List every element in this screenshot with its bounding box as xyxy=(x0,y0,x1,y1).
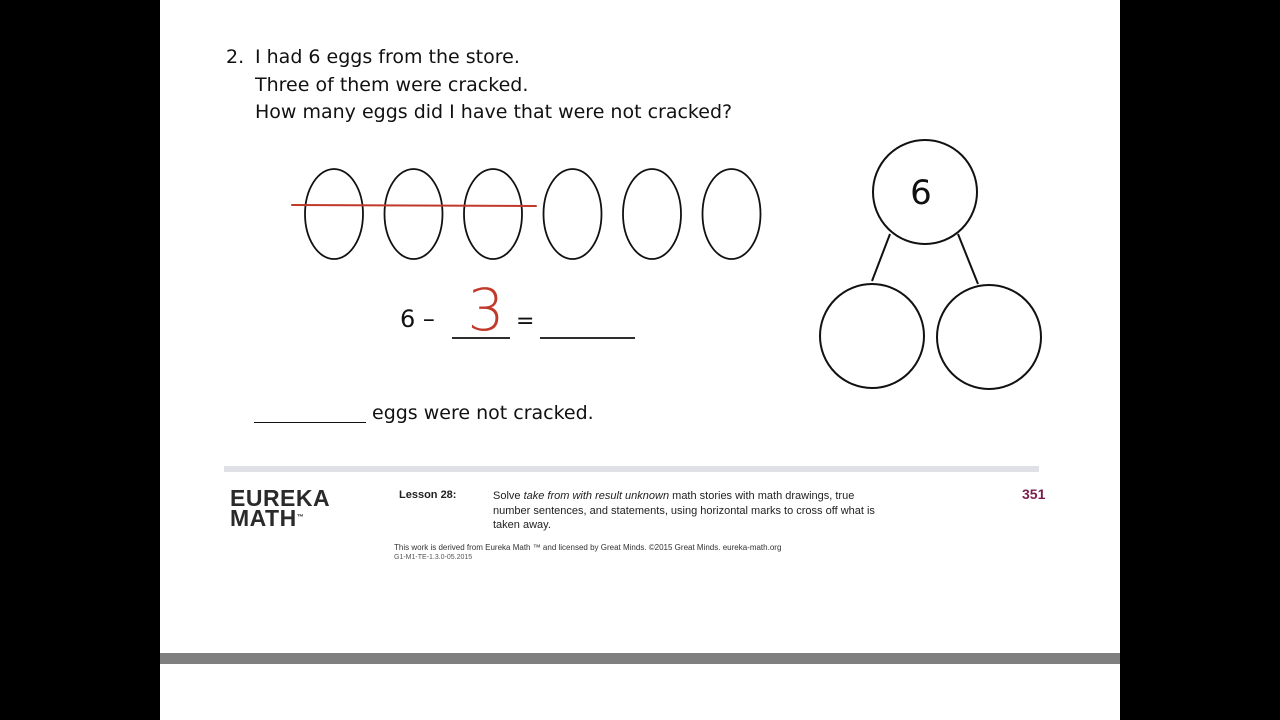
egg-group xyxy=(305,169,761,259)
math-drawing xyxy=(160,0,1120,470)
problem-line-2: Three of them were cracked. xyxy=(255,73,529,96)
answer-sentence-text: eggs were not cracked. xyxy=(372,402,594,424)
egg-crossed xyxy=(385,169,443,259)
bond-link-right xyxy=(958,234,978,284)
objective-emphasis: take from with result unknown xyxy=(523,490,670,502)
bond-part-right-circle[interactable] xyxy=(937,285,1041,389)
bond-part-left-circle[interactable] xyxy=(820,284,924,388)
objective-text-end: math stories with math drawings, true number sentences, and statements, using horizontal marks to cross off what is taken away. xyxy=(493,490,875,531)
egg xyxy=(544,169,602,259)
cross-off-mark xyxy=(292,205,536,206)
problem-number: 2. xyxy=(226,46,245,68)
eureka-math-logo xyxy=(230,485,331,531)
objective-text-start: Solve xyxy=(493,490,524,502)
egg-crossed xyxy=(464,169,522,259)
worksheet-page xyxy=(160,0,1120,720)
license-notice: This work is derived from Eureka Math ™ and licensed by Great Minds. ©2015 Great Minds. eureka-math.org xyxy=(394,543,782,552)
equation-left: 6 – xyxy=(400,305,435,333)
page-number: 351 xyxy=(1022,486,1046,502)
lesson-objective xyxy=(493,489,893,533)
document-code: G1-M1-TE-1.3.0-05.2015 xyxy=(394,554,473,561)
footer-divider xyxy=(224,466,1039,472)
bond-link-left xyxy=(872,234,890,281)
logo-trademark: ™ xyxy=(296,514,304,521)
handwritten-answer: 3 xyxy=(467,276,505,344)
lesson-label: Lesson 28: xyxy=(399,489,457,501)
egg xyxy=(623,169,681,259)
answer-sentence xyxy=(254,402,594,424)
problem-line-3: How many eggs did I have that were not cracked? xyxy=(255,101,733,123)
problem-line-1: I had 6 eggs from the store. xyxy=(255,46,520,68)
bond-whole-value: 6 xyxy=(910,173,932,213)
egg-crossed xyxy=(305,169,363,259)
bottom-bar xyxy=(160,653,1120,664)
equation-equals: = xyxy=(516,309,535,334)
answer-blank[interactable] xyxy=(254,402,366,423)
logo-line-2: MATH xyxy=(230,505,297,531)
logo-line-1: EUREKA xyxy=(230,485,331,511)
egg xyxy=(703,169,761,259)
